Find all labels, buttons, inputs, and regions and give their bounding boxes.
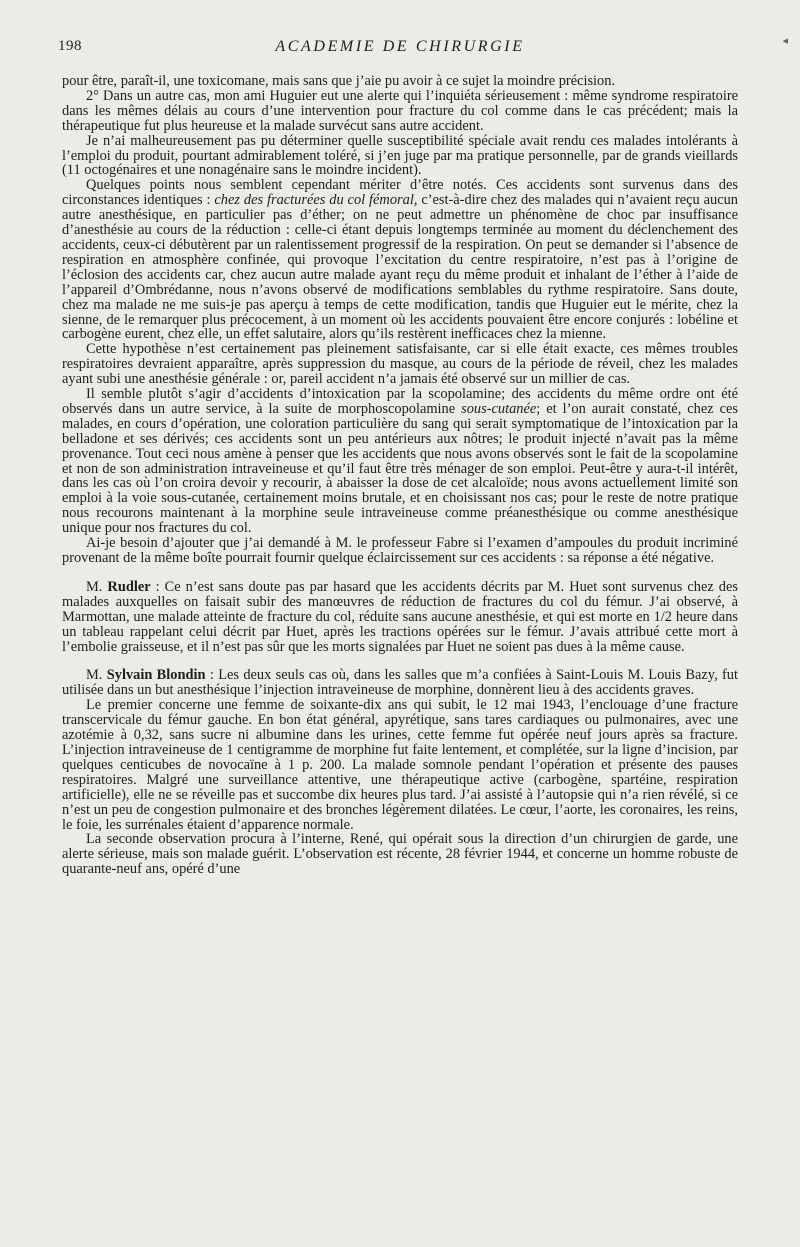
discussion-section (62, 580, 738, 655)
speaker-prefix: M. (86, 667, 107, 684)
text-run: Les deux seuls cas où, dans les salles que m’a confiées à Saint-Louis M. Louis Bazy, fut utilisée dans un but anesthésique l’injection intraveineuse de morphine, donnèrent lieu à des accidents graves. (62, 667, 738, 699)
paragraph (62, 74, 738, 89)
text-run: Ce n’est sans doute pas par hasard que les accidents décrits par M. Huet sont survenus chez des malades auxquelles on faisait subir des manœuvres de réduction de fractures du col du fémur. J’ai observé, à Marmottan, une malade atteinte de fracture du col, réduite sans aucune anesthésie, et qui est morte en 1/2 heure dans un tableau rappelant celui décrit par Huet, après les tractions opérées sur le fémur. J’avais attribué cette mort à l’embolie graisseuse, et il n’est pas sûr que les morts signalées par Huet ne soient pas dues à la même cause. (62, 578, 738, 655)
text-run: ; et l’on aurait constaté, chez ces malades, en cours d’opération, une coloration particulière du sang qui serait symptomatique de l’intoxication par la belladone et ses dérivés; ces accidents sont un peu antérieurs aux nôtres; le produit injecté n’avait pas la même provenance. Tout ceci nous amène à penser que les accidents que nous avons observés sont le fait de la scopolamine et non de son administration intraveineuse et qu’il faut être très ménager de son emploi. Peut-être y aura-t-il intérêt, dans les cas où l’on croira devoir y recourir, à abaisser la dose de cet alcaloïde; nous avons actuellement limité son emploi à la voie sous-cutanée, certainement moins brutale, et en choisissant nos cas; pour le reste de notre pratique nous recourons maintenant à la morphine seule intraveineuse comme préanesthésique ou comme anesthésique unique pour nos fractures du col. (62, 400, 739, 537)
speaker-suffix: : (150, 578, 165, 595)
paragraph (62, 580, 738, 655)
speaker-prefix: M. (86, 578, 108, 595)
italic-text: sous-cutanée (461, 400, 537, 417)
discussion-section (62, 668, 738, 877)
paragraph (62, 89, 738, 134)
text-run: Quelques points nous semblent cependant mériter d’être notés. Ces accidents sont survenus dans des circonstances identiques : (62, 177, 738, 209)
paragraph (62, 134, 738, 179)
italic-text: chez des fracturées du col fémoral (214, 192, 414, 209)
article-body (62, 74, 738, 877)
paragraph (62, 342, 738, 387)
paragraph (62, 698, 738, 832)
corner-arrow-icon: ◂ (782, 35, 788, 47)
paragraph (62, 178, 738, 342)
continued-section (62, 74, 738, 566)
paragraph (62, 668, 738, 698)
text-run: Cette hypothèse n’est certainement pas pleinement satisfaisante, car si elle était exacte, ces mêmes troubles respiratoires devraient apparaître, après suppression du masque, au cours de la période de réveil, chez les malades ayant subi une anesthésie générale : or, pareil accident n’a jamais été observé sur un millier de cas. (62, 341, 738, 388)
text-run: 2° Dans un autre cas, mon ami Huguier eut une alerte qui l’inquiéta sérieusement : même syndrome respiratoire dans les mêmes délais au cours d’une intervention pour fracture du col comme dans le cas précédent; mais la thérapeutique fut plus heureuse et la malade survécut sans autre accident. (62, 87, 738, 134)
text-run: Je n’ai malheureusement pas pu déterminer quelle susceptibilité spéciale avait rendu ces malades intolérants à l’emploi du produit, pourtant admirablement toléré, si j’en juge par ma pratique personnelle, par de grands vieillards (11 octogénaires et une nonagénaire sans le moindre incident). (62, 132, 738, 179)
text-run: Il semble plutôt s’agir d’accidents d’intoxication par la scopolamine; des accidents du même ordre ont été observés dans un autre service, à la suite de morphoscopolamine (62, 386, 738, 417)
paragraph (62, 536, 738, 566)
paragraph (62, 387, 738, 536)
running-title: ACADEMIE DE CHIRURGIE (275, 38, 525, 55)
speaker-name: Sylvain Blondin (106, 667, 206, 684)
page-header (58, 35, 788, 64)
text-run: Ai-je besoin d’ajouter que j’ai demandé à M. le professeur Fabre si l’examen d’ampoules du produit incriminé provenant de la même boîte pourrait fournir quelque éclaircissement sur ces accidents : sa réponse a été négative. (62, 535, 738, 566)
text-run: La seconde observation procura à l’interne, René, qui opérait sous la direction d’un chirurgien de garde, une alerte sérieuse, mais son malade guérit. L’observation est récente, 28 février 1944, et concerne un homme robuste de quarante-neuf ans, opéré d’une (62, 831, 738, 878)
text-run: , c’est-à-dire chez des malades qui n’avaient reçu aucun autre anesthésique, en particulier pas d’éther; on ne peut admettre un phénomène de choc par insuffisance d’anesthésie au cours de la réduction : celle-ci étant depuis longtemps terminée au moment du déclenchement des accidents, ceux-ci débutèrent par un ralentissement progressif de la respiration. On peut se demander si l’absence de respiration en atmosphère confinée, qui provoque l’excitation du centre respiratoire, n’est pas à l’origine de l’éclosion des accidents car, chez aucun autre malade ayant reçu du même produit et inhalant de l’éther à l’aide de l’appareil d’Ombrédanne, nous n’avons observé de modifications semblables du rythme respiratoire. Sans doute, chez ma malade ne me suis-je pas aperçu à temps de cette modification, tandis que Huguier eut le mérite, chez la sienne, de le remarquer plus précocement, à un moment où les accidents pouvaient être encore conjurés : lobéline et carbogène eurent, chez elle, un effet salutaire, alors qu’ils restèrent inefficaces chez la mienne. (62, 192, 738, 343)
text-run: Le premier concerne une femme de soixante-dix ans qui subit, le 12 mai 1943, l’enclouage d’une fracture transcervicale du fémur gauche. En bon état général, apyrétique, sans tares cardiaques ou pulmonaires, avec une azotémie à 0,32, sans sucre ni albumine dans les urines, cette femme fut opérée neuf jours après sa fracture. L’injection intraveineuse de 1 centigramme de morphine fut faite lentement, et complétée, sur la ligne d’incision, par quelques centicubes de novocaïne à 1 p. 200. La malade somnole pendant l’opération et présente des pauses respiratoires. Malgré une surveillance attentive, une thérapeutique active (carbogène, spartéine, respiration artificielle), elle ne se réveille pas et succombe dix heures plus tard. J’ai assisté à l’autopsie qui n’a rien révélé, si ce n’est un peu de congestion pulmonaire et des bronches légèrement dilatées. Le cœur, l’aorte, les coronaires, les reins, le foie, les surrénales étaient d’apparence normale. (62, 697, 738, 833)
paragraph (62, 832, 738, 877)
speaker-name: Rudler (107, 578, 151, 595)
text-run: pour être, paraît-il, une toxicomane, mais sans que j’aie pu avoir à ce sujet la moindre précision. (62, 73, 616, 89)
page-number: 198 (58, 38, 82, 54)
speaker-suffix: : (205, 667, 219, 684)
